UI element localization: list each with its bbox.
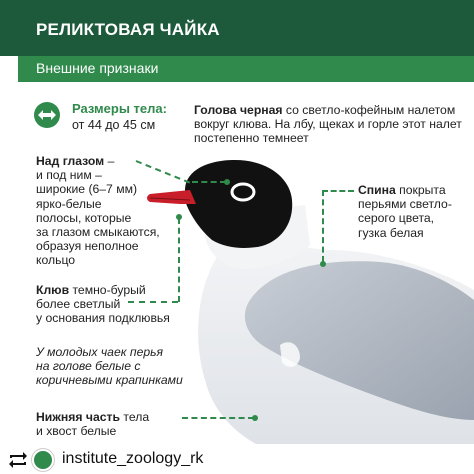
- belly-pointer-dot: [252, 415, 258, 421]
- young-note: У молодых чаек перья на голове белые с коричневыми крапинками: [36, 345, 183, 388]
- head-label: Голова черная со светло-кофейным налетом вокруг клюва. На лбу, щеках и горле этот налет постепенно темнеет: [194, 103, 462, 146]
- gull-eye: [239, 189, 245, 195]
- repost-icon: [8, 451, 28, 469]
- size-title: Размеры тела:: [72, 101, 167, 116]
- institute-avatar-icon[interactable]: [32, 449, 54, 471]
- back-pointer-vline: [322, 190, 324, 262]
- belly-label: Нижняя часть тела и хвост белые: [36, 410, 150, 439]
- beak-label: Клюв темно-бурый более светлый у основания подклювья: [36, 283, 170, 326]
- eye-pointer-line-2: [192, 181, 226, 183]
- eye-pointer-dot: [224, 179, 230, 185]
- page-title: РЕЛИКТОВАЯ ЧАЙКА: [36, 20, 220, 39]
- size-arrows-icon: [34, 102, 60, 128]
- belly-pointer-line: [182, 417, 254, 419]
- eye-label: Над глазом – и под ним – широкие (6–7 мм) ярко-белые полосы, которые за глазом смыкаются, образуя неполное кольцо: [36, 154, 160, 268]
- beak-pointer-vline: [178, 218, 180, 302]
- gull-head: [185, 160, 292, 248]
- back-pointer-line: [322, 190, 354, 192]
- account-handle[interactable]: institute_zoology_rk: [62, 450, 204, 467]
- beak-pointer-line: [128, 301, 178, 303]
- back-label: Спина покрыта перьями светло- серого цвета, гузка белая: [358, 183, 452, 240]
- beak-pointer-dot: [176, 214, 182, 220]
- size-value: от 44 до 45 см: [72, 118, 156, 132]
- subheader-title: Внешние признаки: [36, 60, 159, 76]
- back-pointer-dot: [320, 261, 326, 267]
